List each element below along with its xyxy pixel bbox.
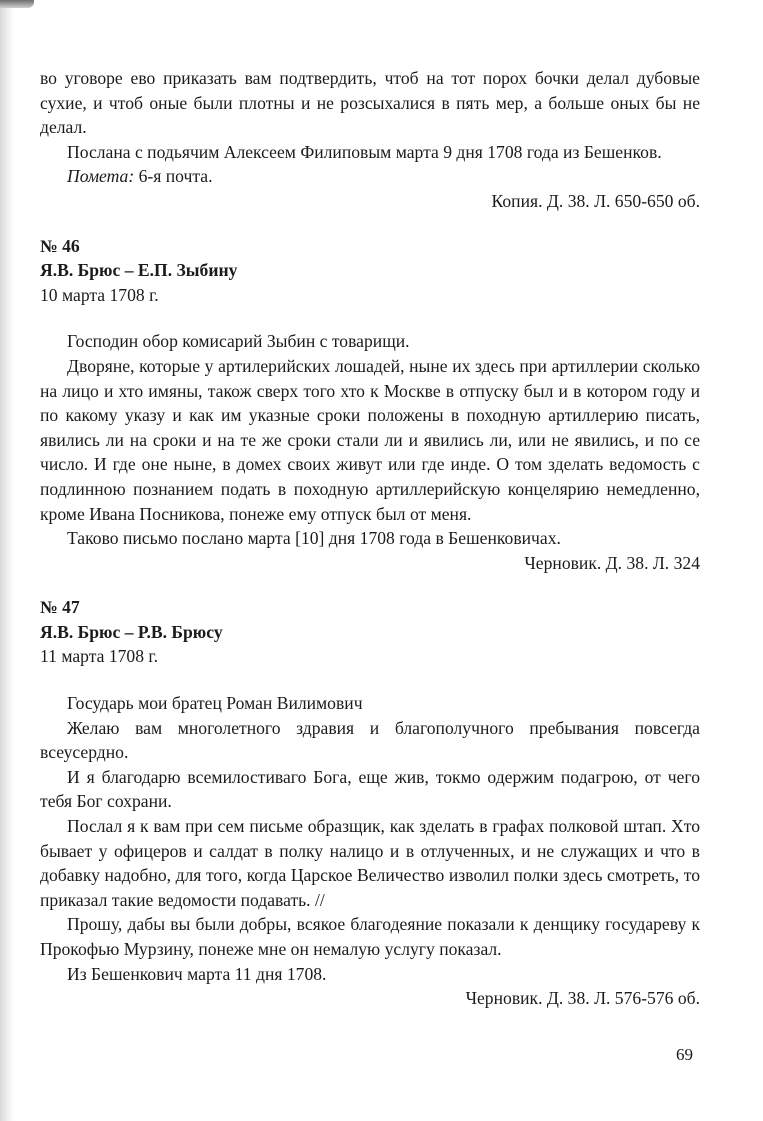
section-gap: [40, 669, 700, 691]
doc-47-number: № 47: [40, 597, 80, 618]
doc-47-paragraph: Прошу, дабы вы были добры, всякое благодеяние показали к денщику государеву к Прокофью Мурзину, понеже мне он немалую услугу показал.: [40, 914, 700, 959]
doc-47-paragraph: Желаю вам многолетного здравия и благополучного пребывания повсегда всеусердно.: [40, 717, 700, 763]
section-gap: [40, 214, 700, 234]
doc-46-archive-ref: Черновик. Д. 38. Л. 324: [524, 552, 700, 573]
scan-shadow-edge: [0, 0, 14, 1121]
continuation-note: [40, 164, 700, 189]
page-body: [40, 66, 700, 1011]
doc-46-dispatch: Таково письмо послано марта [10] дня 1708 года в Бешенковичах.: [67, 528, 561, 549]
continuation-dispatch: Послана с подьячим Алексеем Филиповым марта 9 дня 1708 года из Бешенков.: [67, 141, 662, 162]
doc-47-paragraph: Послал я к вам при сем письме образщик, как зделать в графах полковой штап. Хто бывает у офицеров и салдат в полку налицо и в отлученных, и не служащих и что в добавку надобно, для того, когда Царское Величество изволил полки здесь смотреть, то приказал такие ведомости подавать. //: [40, 816, 700, 910]
doc-47-date: 11 марта 1708 г.: [40, 646, 159, 667]
section-gap: [40, 575, 700, 595]
continuation-archive-ref: Копия. Д. 38. Л. 650-650 об.: [491, 190, 700, 211]
section-gap: [40, 307, 700, 329]
doc-47-archive-ref: Черновик. Д. 38. Л. 576-576 об.: [465, 988, 700, 1009]
doc-46-date: 10 марта 1708 г.: [40, 284, 159, 305]
doc-47-greeting: Государь мои братец Роман Вилимович: [67, 693, 363, 714]
doc-46-number: № 46: [40, 235, 80, 256]
doc-46-body: Дворяне, которые у артилерийских лошадей, ныне их здесь при артиллерии сколько на лицо и хто имяны, також сверх того хто к Москве в отпуску был и в котором году и по какому указу и как им указные сроки положены в походную артиллерию писать, явились ли на сроки и на те же сроки стали ли и явились ли, или не явились, и по се число. И где оне ныне, в домех своих живут или где инде. О том зделать ведомость с подлинною познанием подать в походную артиллерийскую концелярию немедленно, кроме Ивана Посникова, понеже ему отпуск был от меня.: [40, 355, 700, 524]
page-number: 69: [676, 1045, 693, 1064]
doc-47-paragraph: И я благодарю всемилостиваго Бога, еще жив, токмо одержим подагрою, от чего тебя Бог сохрани.: [40, 766, 700, 812]
note-label: Помета:: [67, 166, 135, 187]
continuation-paragraph: во уговоре ево приказать вам подтвердить, чтоб на тот порох бочки делал дубовые сухие, и чтоб оные были плотны и не розсыхалися в пять мер, а больше оных бы не делал.: [40, 68, 700, 138]
doc-47-dispatch: Из Бешенкович марта 11 дня 1708.: [67, 963, 327, 984]
doc-46-greeting: Господин обор комисарий Зыбин с товарищи.: [67, 331, 410, 352]
scan-corner-mark: [0, 0, 34, 8]
note-text: 6-я почта.: [134, 166, 213, 187]
doc-47-title: Я.В. Брюс – Р.В. Брюсу: [40, 621, 223, 642]
doc-46-title: Я.В. Брюс – Е.П. Зыбину: [40, 260, 238, 281]
